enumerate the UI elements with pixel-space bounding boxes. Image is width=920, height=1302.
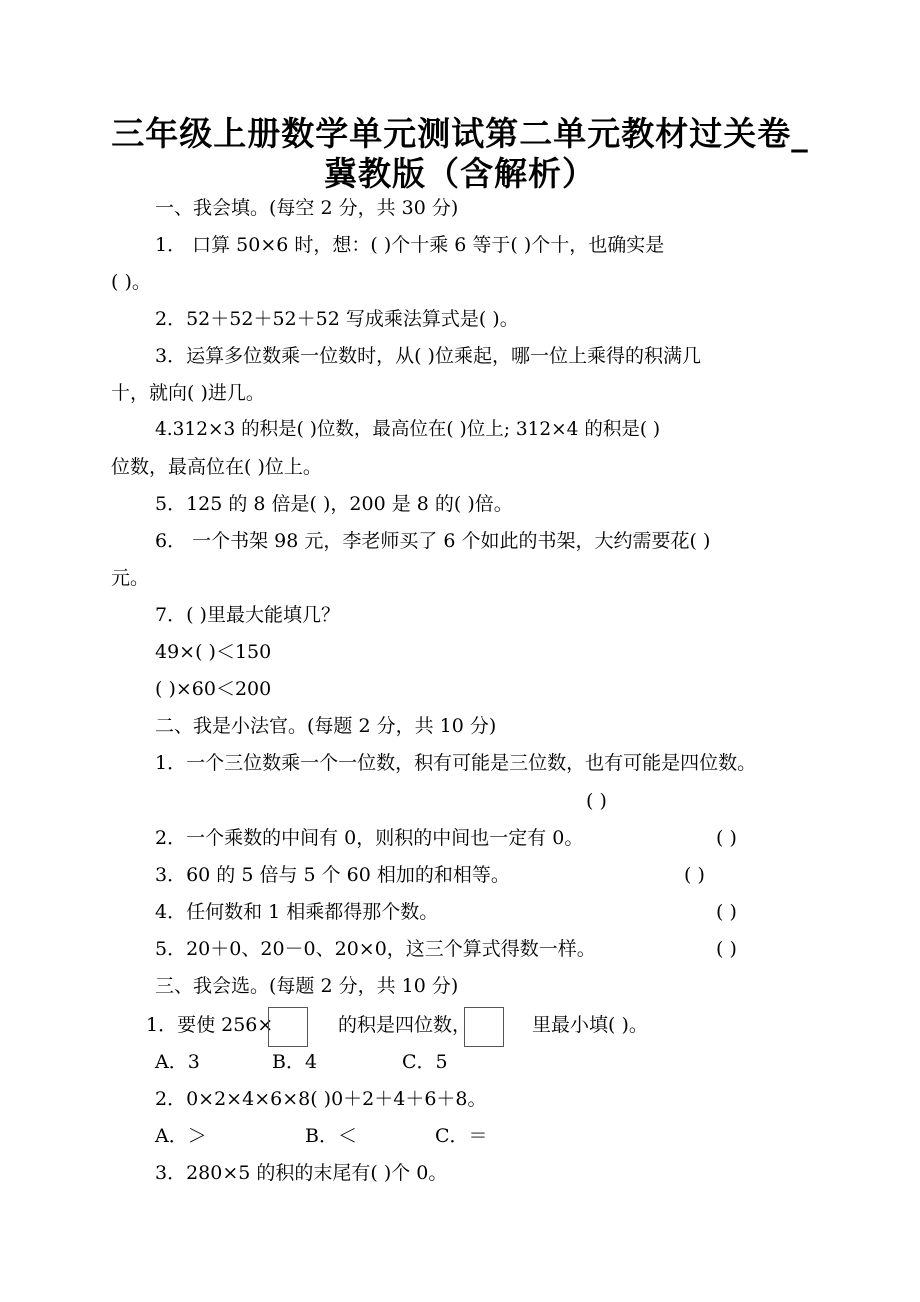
question-text: 6． 一个书架 98 元，李老师买了 6 个如此的书架，大约需要花( ) bbox=[155, 530, 711, 552]
question-text: 3．280×5 的积的末尾有( )个 0。 bbox=[155, 1162, 448, 1184]
question-text: ( )×60＜200 bbox=[155, 678, 272, 700]
question-text: 3．运算多位数乘一位数时，从( )位乘起，哪一位上乘得的积满几 bbox=[155, 345, 701, 367]
option-a: A．＞ bbox=[155, 1125, 207, 1147]
option-c: C．＝ bbox=[435, 1125, 488, 1147]
answer-paren: ( ) bbox=[684, 864, 705, 886]
section-heading: 一、我会填。(每空 2 分，共 30 分) bbox=[155, 197, 459, 219]
question-text: 5．125 的 8 倍是( )，200 是 8 的( )倍。 bbox=[155, 493, 513, 515]
question-text: 4．任何数和 1 相乘都得那个数。 bbox=[155, 901, 439, 923]
question-text: 1．要使 256× bbox=[146, 1014, 274, 1036]
question-text: 4.312×3 的积是( )位数，最高位在( )位上; 312×4 的积是( ) bbox=[155, 419, 661, 440]
question-text: 2．0×2×4×6×8( )0＋2＋4＋6＋8。 bbox=[155, 1088, 487, 1110]
question-text: 1． 口算 50×6 时，想：( )个十乘 6 等于( )个十，也确实是 bbox=[155, 234, 665, 256]
answer-paren: ( ) bbox=[716, 827, 737, 849]
question-text: 3．60 的 5 倍与 5 个 60 相加的和相等。 bbox=[155, 864, 510, 886]
answer-paren: ( ) bbox=[716, 938, 737, 960]
question-text: 里最小填( )。 bbox=[532, 1014, 648, 1036]
question-text: 1．一个三位数乘一个一位数，积有可能是三位数，也有可能是四位数。 bbox=[155, 752, 757, 774]
title-line-1: 三年级上册数学单元测试第二单元教材过关卷_ bbox=[111, 114, 809, 153]
option-b: B．＜ bbox=[305, 1125, 357, 1147]
question-text: 2．52＋52＋52＋52 写成乘法算式是( )。 bbox=[155, 308, 519, 330]
question-text: 7．( )里最大能填几？ bbox=[155, 604, 340, 626]
answer-paren: ( ) bbox=[586, 790, 607, 812]
question-text: 5．20＋0、20－0、20×0，这三个算式得数一样。 bbox=[155, 938, 596, 960]
question-text: 位数，最高位在( )位上。 bbox=[111, 456, 322, 478]
question-text: 的积是四位数， bbox=[338, 1014, 472, 1036]
option-c: C．5 bbox=[402, 1051, 448, 1073]
section-heading: 三、我会选。(每题 2 分，共 10 分) bbox=[155, 975, 459, 997]
question-text: 49×( )＜150 bbox=[155, 641, 272, 663]
blank-square bbox=[268, 1007, 308, 1047]
section-heading: 二、我是小法官。(每题 2 分，共 10 分) bbox=[155, 715, 497, 737]
question-text: 元。 bbox=[111, 567, 150, 589]
question-text: ( )。 bbox=[111, 271, 151, 293]
question-text: 2．一个乘数的中间有 0，则积的中间也一定有 0。 bbox=[155, 827, 584, 849]
option-a: A．3 bbox=[155, 1051, 200, 1073]
question-text: 十，就向( )进几。 bbox=[111, 382, 265, 404]
title-line-2: 冀教版（含解析） bbox=[324, 154, 596, 193]
blank-square bbox=[464, 1007, 504, 1047]
answer-paren: ( ) bbox=[716, 901, 737, 923]
option-b: B．4 bbox=[272, 1051, 318, 1073]
